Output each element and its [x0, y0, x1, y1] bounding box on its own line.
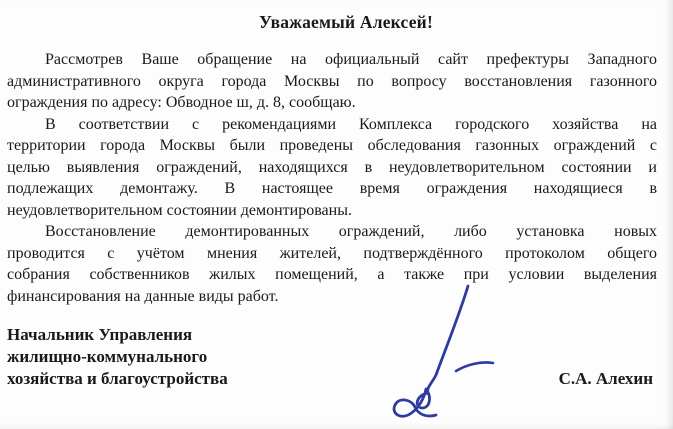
text-line: собрания собственников жилых помещений, а также при условии выделения [7, 266, 657, 283]
text-line: Рассмотрев Ваше обращение на официальный сайт префектуры Западного [45, 51, 657, 68]
text-line: ограждения по адресу: Обводное ш, д. 8, сообщаю. [7, 94, 356, 111]
signer-position [7, 324, 228, 390]
signer-name: С.А. Алехин [558, 369, 653, 388]
paragraph-2 [7, 114, 657, 222]
text-line: подлежащих демонтажу. В настоящее время ограждения находящиеся в [7, 180, 657, 197]
paragraph-3 [7, 221, 657, 307]
text-line: целью выявления ограждений, находящихся в неудовлетворительном состоянии и [7, 158, 657, 176]
text-line: финансирования на данные виды работ. [7, 287, 279, 305]
text-line: Восстановление демонтированных ограждений, либо установка новых [45, 223, 657, 240]
text-line: территории города Москвы были проведены обследования газонных ограждений с [7, 137, 657, 154]
signer-position-line: жилищно-коммунального [7, 347, 208, 366]
signature-block [7, 324, 657, 390]
letter-body [7, 49, 657, 307]
letter-salutation: Уважаемый Алексей! [259, 12, 433, 32]
text-line: неудовлетворительном состоянии демонтированы. [7, 201, 352, 219]
text-line: В соответствии с рекомендациями Комплекса городского хозяйства на [45, 115, 657, 133]
text-line: проводится с учётом мнения жителей, подтверждённого протоколом общего [7, 244, 657, 262]
signer-position-line: Начальник Управления [7, 325, 193, 344]
signer-position-line: хозяйства и благоустройства [7, 369, 228, 388]
paragraph-1 [7, 49, 657, 114]
text-line: административного округа города Москвы по вопросу восстановления газонного [7, 72, 657, 90]
